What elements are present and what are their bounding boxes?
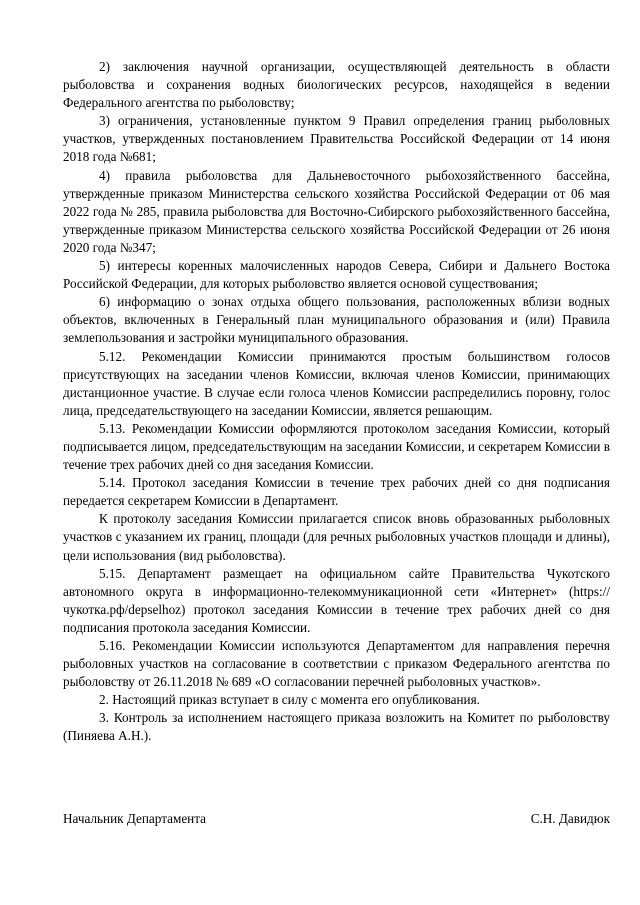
document-body [63, 58, 610, 746]
signature-block [63, 810, 610, 828]
paragraph: 5.16. Рекомендации Комиссии используются Департаментом для направления перечня рыболовных участков на согласование в соответствии с приказом Федерального агентства по рыболовству от 26.11.2018 № 689 «О согласовании перечней рыболовных участков». [63, 638, 610, 690]
paragraph: 2. Настоящий приказ вступает в силу с момента его опубликования. [99, 692, 480, 708]
paragraph: 5.13. Рекомендации Комиссии оформляются протоколом заседания Комиссии, который подписывается лицом, председательствующим на заседании Комиссии, и секретарем Комиссии в течение трех рабочих дней со дня заседания Комиссии. [63, 420, 611, 473]
signatory-position: Начальник Департамента [63, 811, 207, 826]
paragraph: 3. Контроль за исполнением настоящего приказа возложить на Комитет по рыболовству (Пиняева А.Н.). [63, 710, 610, 744]
paragraph: 5.12. Рекомендации Комиссии принимаются простым большинством голосов присутствующих на заседании членов Комиссии, включая членов Комиссии, принимающих дистанционное участие. В случае если голоса членов Комиссии распределились поровну, голос лица, председательствующего на заседании Комиссии, является решающим. [63, 348, 610, 418]
paragraph: 3) ограничения, установленные пунктом 9 Правил определения границ рыболовных участков, утвержденных постановлением Правительства Российской Федерации от 14 июня 2018 года №681; [63, 113, 610, 165]
paragraph: 5.14. Протокол заседания Комиссии в течение трех рабочих дней со дня подписания передается секретарем Комиссии в Департамент. [63, 475, 610, 509]
paragraph: К протоколу заседания Комиссии прилагается список вновь образованных рыболовных участков с указанием их границ, площади (для речных рыболовных участков площади и длины), цели использования (вид рыболовства). [63, 511, 610, 563]
paragraph: 5) интересы коренных малочисленных народов Севера, Сибири и Дальнего Востока Российской Федерации, для которых рыболовство является основой существования; [63, 258, 610, 292]
paragraph: 5.15. Департамент размещает на официальном сайте Правительства Чукотского автономного округа в информационно-телекоммуникационной сети «Интернет» (https:// чукотка.рф/depselhoz) протокол заседания Комиссии в течение трех рабочих дней со дня подписания протокола заседания Комиссии. [63, 565, 610, 635]
paragraph: 4) правила рыболовства для Дальневосточного рыбохозяйственного бассейна, утвержденные приказом Министерства сельского хозяйства Российской Федерации от 06 мая 2022 года № 285, правила рыболовства для Восточно-Сибирского рыбохозяйственного бассейна, утвержденные приказом Министерства сельского хозяйства Российской Федерации от 26 июня 2020 года №347; [63, 167, 610, 255]
paragraph: 6) информацию о зонах отдыха общего пользования, расположенных вблизи водных объектов, включенных в Генеральный план муниципального образования и (или) Правила землепользования и застройки муниципального образования. [63, 294, 610, 346]
paragraph: 2) заключения научной организации, осуществляющей деятельность в области рыболовства и сохранения водных биологических ресурсов, находящейся в ведении Федерального агентства по рыболовству; [63, 59, 610, 111]
signatory-name: С.Н. Давидюк [530, 811, 610, 826]
